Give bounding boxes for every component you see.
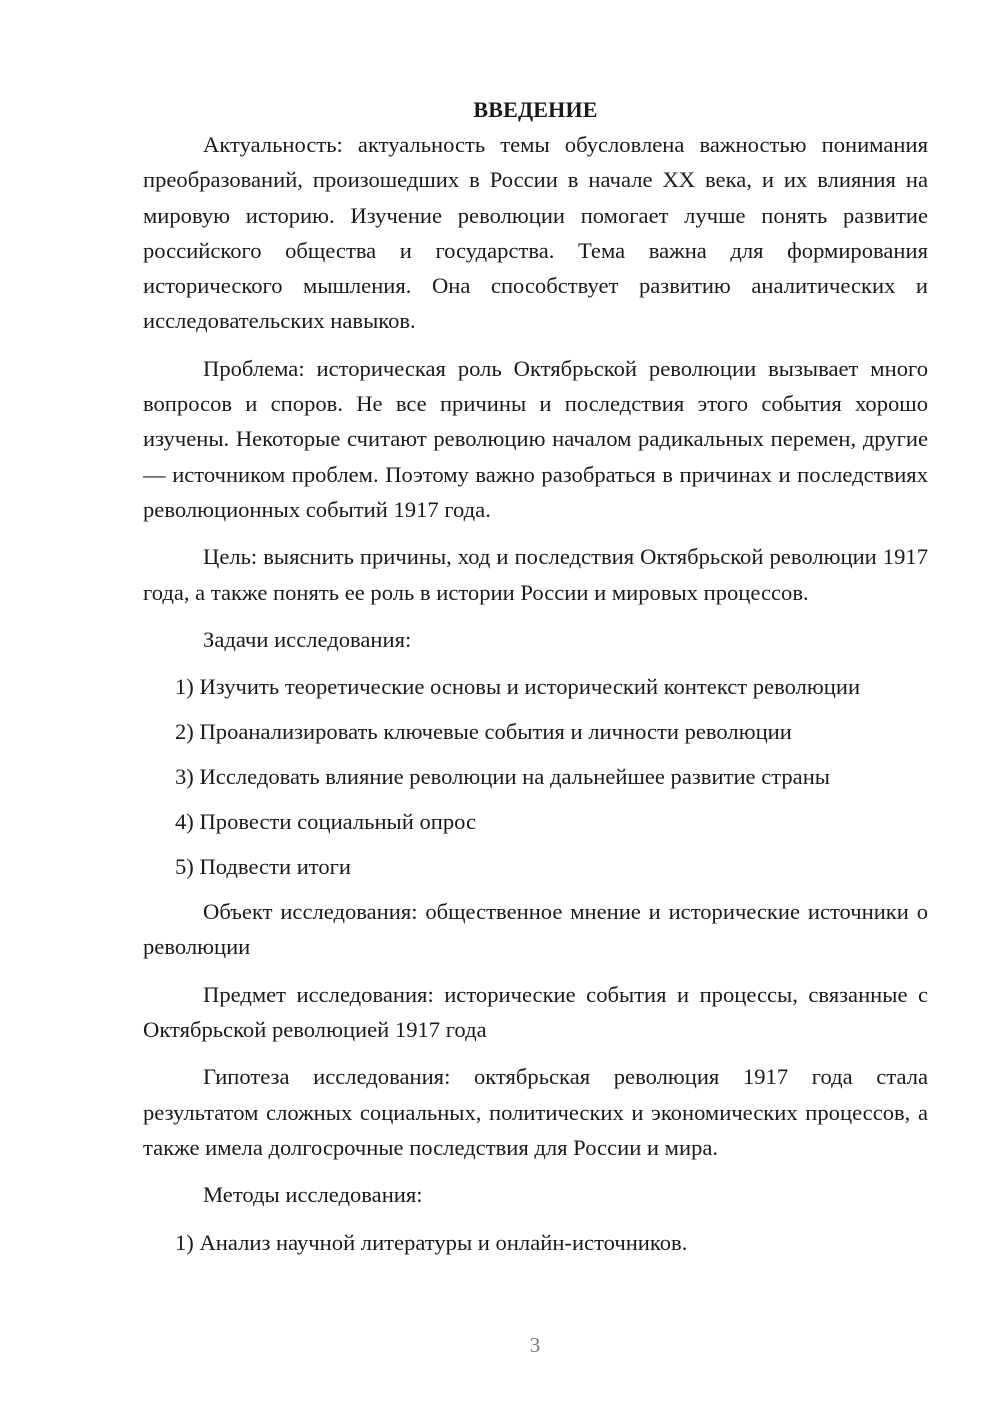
page-number: 3 [529, 1333, 541, 1357]
task-item-2: 2) Проанализировать ключевые события и личности революции [175, 719, 792, 745]
goal-paragraph: Цель: выяснить причины, ход и последствия Октябрьской революции 1917 года, а также понять ее роль в истории России и мировых процессов. [143, 544, 928, 605]
document-page [143, 94, 928, 1270]
problem-paragraph: Проблема: историческая роль Октябрьской революции вызывает много вопросов и споров. Не все причины и последствия этого события хорошо изучены. Некоторые считают революцию началом радикальных перемен, другие — источником проблем. Поэтому важно разобраться в причинах и последствиях революционных событий 1917 года. [143, 355, 928, 522]
subject-paragraph: Предмет исследования: исторические события и процессы, связанные с Октябрьской революцией 1917 года [143, 981, 928, 1043]
task-item-4: 4) Провести социальный опрос [175, 809, 477, 835]
methods-title: Методы исследования: [203, 1182, 423, 1208]
relevance-paragraph: Актуальность: актуальность темы обусловлена важностью понимания преобразований, произошедших в России в начале XX века, и их влияния на мировую историю. Изучение революции помогает лучше понять развитие российского общества и государства. Тема важна для формирования исторического мышления. Она способствует развитию аналитических и исследовательских навыков. [143, 132, 928, 334]
task-item-3: 3) Исследовать влияние революции на дальнейшее развитие страны [175, 764, 830, 790]
task-item-5: 5) Подвести итоги [175, 854, 352, 880]
tasks-title: Задачи исследования: [203, 626, 412, 652]
section-heading: ВВЕДЕНИЕ [473, 97, 598, 122]
object-paragraph: Объект исследования: общественное мнение и исторические источники о революции [143, 899, 928, 960]
hypothesis-paragraph: Гипотеза исследования: октябрьская революция 1917 года стала результатом сложных социальных, политических и экономических процессов, а также имела долгосрочные последствия для России и мира. [143, 1064, 928, 1160]
task-item-1: 1) Изучить теоретические основы и исторический контекст революции [175, 674, 861, 700]
method-item-1: 1) Анализ научной литературы и онлайн-источников. [175, 1229, 688, 1255]
